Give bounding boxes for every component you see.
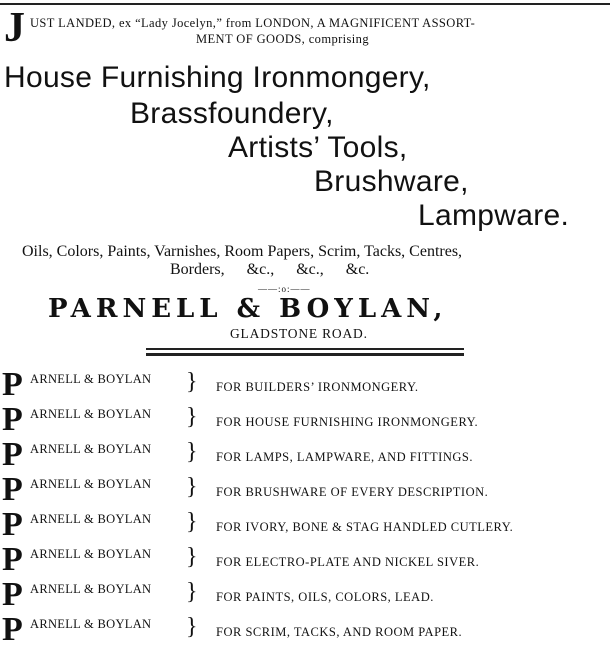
listing-row (0, 401, 614, 436)
listing-row (0, 366, 614, 401)
headline-line-3: Artists’ Tools, (228, 131, 408, 164)
listing-description: FOR BRUSHWARE OF EVERY DESCRIPTION. (216, 485, 489, 499)
listing-description: FOR HOUSE FURNISHING IRONMONGERY. (216, 415, 479, 429)
brace-glyph: } (186, 544, 198, 570)
double-rule-top (146, 348, 464, 350)
listing-firm-name: ARNELL & BOYLAN (30, 617, 152, 631)
headline-line-2: Brassfoundery, (130, 97, 334, 130)
intro-line-2: MENT OF GOODS, comprising (196, 32, 369, 46)
listing-drop-cap: P (2, 506, 23, 543)
listing-row (0, 471, 614, 506)
listing-drop-cap: P (2, 541, 23, 578)
listing-drop-cap: P (2, 576, 23, 613)
listing-row (0, 541, 614, 576)
listing-drop-cap: P (2, 436, 23, 473)
intro-drop-cap: J (4, 5, 25, 51)
listing-row (0, 506, 614, 541)
headline-line-4: Brushware, (314, 165, 469, 198)
listing-drop-cap: P (2, 611, 23, 648)
listing-firm-name: ARNELL & BOYLAN (30, 512, 152, 526)
brace-glyph: } (186, 439, 198, 465)
listing-description: FOR ELECTRO-PLATE AND NICKEL SIVER. (216, 555, 480, 569)
firm-name: PARNELL & BOYLAN, (48, 294, 448, 324)
listing-firm-name: ARNELL & BOYLAN (30, 477, 152, 491)
goods-list-line-2: Borders, &c., &c., &c. (170, 261, 370, 278)
top-rule (0, 3, 610, 5)
listing-drop-cap: P (2, 471, 23, 508)
headline-line-1: House Furnishing Ironmongery, (4, 61, 431, 94)
listing-row (0, 436, 614, 471)
double-rule-bottom (146, 353, 464, 356)
listing-description: FOR SCRIM, TACKS, AND ROOM PAPER. (216, 625, 463, 639)
listing-drop-cap: P (2, 366, 23, 403)
listing-firm-name: ARNELL & BOYLAN (30, 372, 152, 386)
listing-drop-cap: P (2, 401, 23, 438)
intro-line-1: UST LANDED, ex “Lady Jocelyn,” from LONDON, A MAGNIFICENT ASSORT- (30, 16, 476, 30)
firm-address: GLADSTONE ROAD. (230, 326, 368, 341)
brace-glyph: } (186, 474, 198, 500)
brace-glyph: } (186, 369, 198, 395)
listing-description: FOR LAMPS, LAMPWARE, AND FITTINGS. (216, 450, 473, 464)
listing-firm-name: ARNELL & BOYLAN (30, 407, 152, 421)
listing-row (0, 611, 614, 646)
listing-description: FOR PAINTS, OILS, COLORS, LEAD. (216, 590, 434, 604)
listing-firm-name: ARNELL & BOYLAN (30, 547, 152, 561)
ornament-divider: ——:o:—— (258, 284, 311, 294)
headline-line-5: Lampware. (418, 199, 570, 232)
listing-row (0, 576, 614, 611)
brace-glyph: } (186, 614, 198, 640)
brace-glyph: } (186, 509, 198, 535)
listing-firm-name: ARNELL & BOYLAN (30, 442, 152, 456)
brace-glyph: } (186, 404, 198, 430)
goods-list-line-1: Oils, Colors, Paints, Varnishes, Room Papers, Scrim, Tacks, Centres, (22, 243, 463, 260)
listing-description: FOR IVORY, BONE & STAG HANDLED CUTLERY. (216, 520, 514, 534)
listing-description: FOR BUILDERS’ IRONMONGERY. (216, 380, 419, 394)
brace-glyph: } (186, 579, 198, 605)
listing-firm-name: ARNELL & BOYLAN (30, 582, 152, 596)
